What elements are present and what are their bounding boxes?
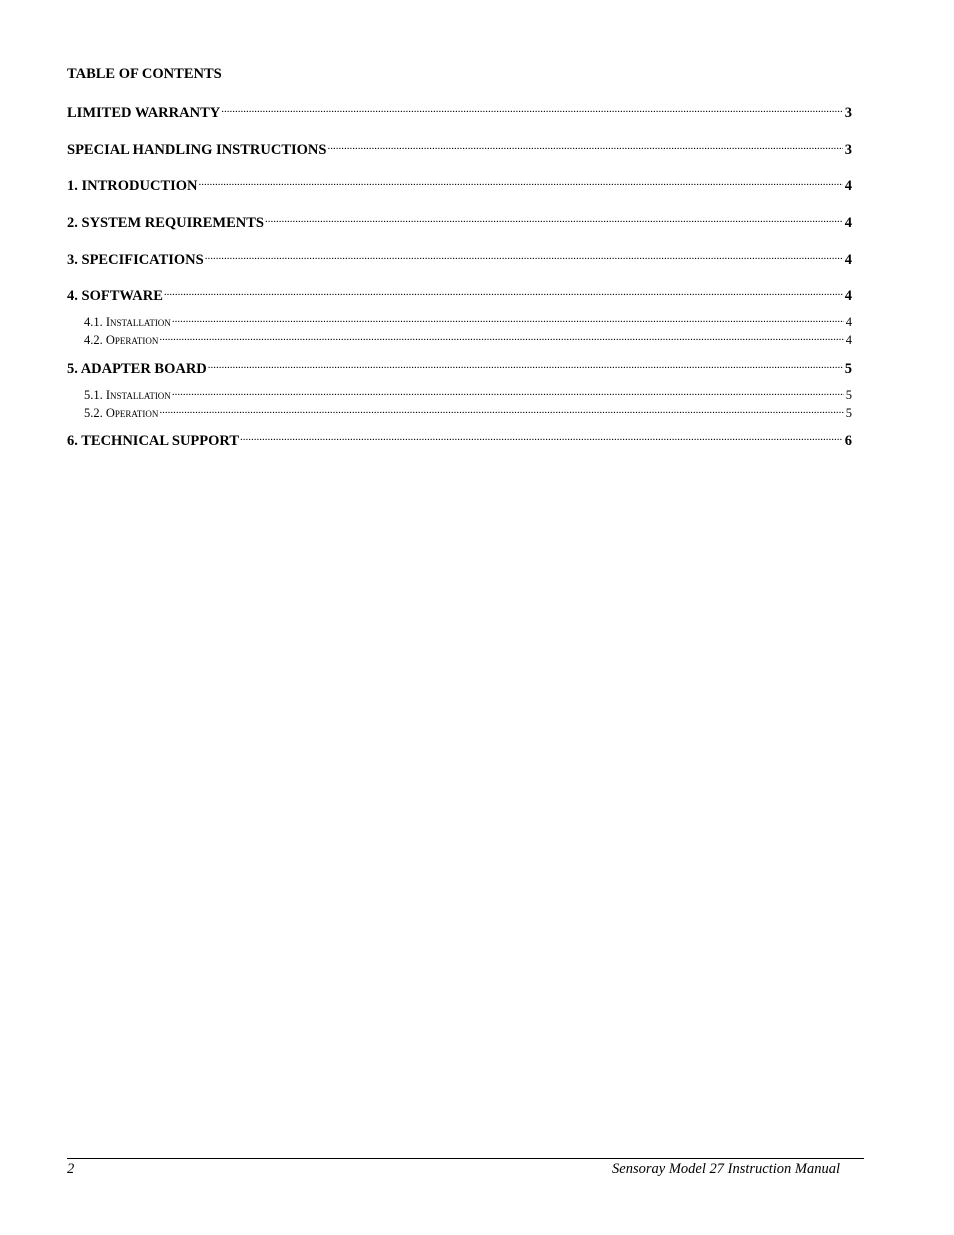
toc-dot-leader — [198, 175, 843, 190]
toc-entry-adapter-operation[interactable] — [84, 404, 852, 421]
footer-document-title: Sensoray Model 27 Instruction Manual — [612, 1161, 840, 1177]
toc-dot-leader — [239, 430, 843, 445]
toc-entry-page: 3 — [844, 104, 852, 121]
toc-entry-title: 5. ADAPTER BOARD — [67, 360, 207, 377]
toc-entry-special-handling[interactable] — [67, 139, 852, 159]
toc-entry-page: 5 — [845, 387, 852, 402]
toc-dot-leader — [326, 139, 842, 154]
footer-rule — [67, 1158, 864, 1159]
toc-entry-software-installation[interactable] — [84, 313, 852, 330]
toc-entry-title: 1. INTRODUCTION — [67, 177, 198, 194]
toc-entry-title: LIMITED WARRANTY — [67, 104, 221, 121]
toc-entry-page: 4 — [845, 314, 852, 329]
toc-entry-software-operation[interactable] — [84, 331, 852, 348]
toc-entry-title: 4. SOFTWARE — [67, 287, 163, 304]
toc-entry-adapter-board[interactable] — [67, 358, 852, 378]
toc-entry-system-requirements[interactable] — [67, 212, 852, 232]
toc-dot-leader — [264, 212, 843, 227]
toc-dot-leader — [207, 358, 843, 373]
toc-dot-leader — [220, 102, 843, 117]
toc-entry-page: 6 — [844, 432, 852, 449]
toc-entry-page: 4 — [845, 332, 852, 347]
footer-page-number: 2 — [67, 1161, 75, 1177]
toc-entry-title: 4.2. Operation — [84, 332, 159, 347]
toc-entry-title: 4.1. Installation — [84, 314, 171, 329]
toc-dot-leader — [163, 285, 843, 300]
toc-entry-title: 2. SYSTEM REQUIREMENTS — [67, 214, 264, 231]
toc-entry-page: 4 — [844, 251, 852, 268]
toc-entry-title: 5.2. Operation — [84, 405, 159, 420]
toc-dot-leader — [158, 331, 843, 344]
toc-entry-page: 3 — [844, 141, 852, 158]
toc-entry-page: 4 — [844, 214, 852, 231]
toc-dot-leader — [171, 386, 844, 399]
toc-entry-page: 5 — [844, 360, 852, 377]
toc-entry-page: 5 — [845, 405, 852, 420]
toc-heading: TABLE OF CONTENTS — [67, 66, 222, 82]
toc-entry-software[interactable] — [67, 285, 852, 305]
toc-entry-limited-warranty[interactable] — [67, 102, 852, 122]
toc-dot-leader — [158, 404, 843, 417]
toc-entry-page: 4 — [844, 177, 852, 194]
toc-entry-title: 3. SPECIFICATIONS — [67, 251, 204, 268]
toc-entry-title: SPECIAL HANDLING INSTRUCTIONS — [67, 141, 327, 158]
toc-dot-leader — [171, 313, 844, 326]
toc-dot-leader — [204, 249, 843, 264]
toc-entry-technical-support[interactable] — [67, 430, 852, 450]
toc-entry-adapter-installation[interactable] — [84, 386, 852, 403]
toc-entry-specifications[interactable] — [67, 249, 852, 269]
toc-entry-page: 4 — [844, 287, 852, 304]
toc-entry-introduction[interactable] — [67, 175, 852, 195]
toc-entry-title: 6. TECHNICAL SUPPORT — [67, 432, 240, 449]
toc-entry-title: 5.1. Installation — [84, 387, 171, 402]
